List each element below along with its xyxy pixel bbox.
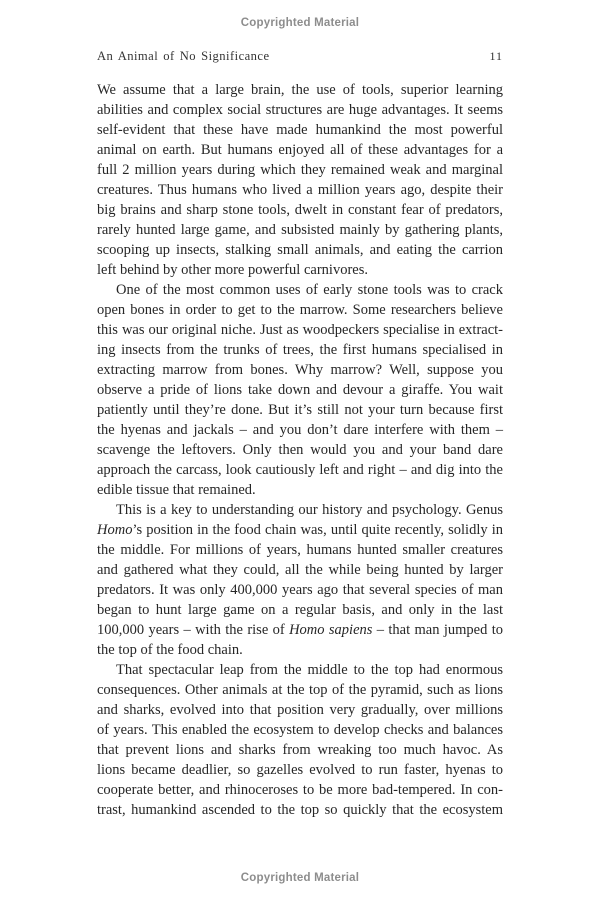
text-line: 100,000 years – with the rise of Homo sapiens – that man jumped to [97, 622, 503, 638]
text-line: that prevent lions and sharks from wreaking too much havoc. As [97, 742, 503, 758]
page-number: 11 [489, 49, 503, 63]
text-line: Homo’s position in the food chain was, until quite recently, solidly in [97, 522, 503, 538]
watermark-bottom: Copyrighted Material [240, 872, 360, 884]
text-line: of years. This enabled the ecosystem to develop checks and balances [97, 722, 503, 738]
text-line: trast, humankind ascended to the top so quickly that the ecosystem [97, 802, 503, 818]
text-line: abilities and complex social structures are huge advantages. It seems [97, 102, 503, 118]
text-line: and gathered what they could, all the while being hunted by larger [97, 562, 503, 578]
running-header [97, 49, 503, 64]
text-line: cooperate better, and rhinoceroses to be more bad-tempered. In con- [97, 782, 503, 798]
text-line: ing insects from the trunks of trees, the first humans specialised in [97, 342, 503, 358]
text-line: We assume that a large brain, the use of tools, superior learning [97, 82, 503, 98]
text-line: approach the carcass, look cautiously left and right – and dig into the [97, 462, 503, 478]
text-line: creatures. Thus humans who lived a million years ago, despite their [97, 182, 503, 198]
text-line: extracting marrow from bones. Why marrow? Well, suppose you [97, 362, 503, 378]
text-line: observe a pride of lions take down and devour a giraffe. You wait [97, 382, 503, 398]
text-line: patiently until they’re done. But it’s still not your turn because first [97, 402, 503, 418]
text-line: self-evident that these have made humankind the most powerful [97, 122, 503, 138]
text-line: predators. It was only 400,000 years ago that several species of man [97, 582, 503, 598]
text-line: big brains and sharp stone tools, dwelt in constant fear of predators, [97, 202, 503, 218]
watermark-top: Copyrighted Material [240, 17, 360, 29]
text-line: That spectacular leap from the middle to the top had enormous [116, 662, 503, 678]
text-line: rarely hunted large game, and subsisted mainly by gathering plants, [97, 222, 503, 238]
text-line: One of the most common uses of early stone tools was to crack [116, 282, 503, 298]
text-line: and sharks, evolved into that position very gradually, over millions [97, 702, 503, 718]
text-line: lions became deadlier, so gazelles evolved to run faster, hyenas to [97, 762, 503, 778]
text-line: the middle. For millions of years, humans hunted smaller creatures [97, 542, 503, 558]
text-line: scooping up insects, stalking small animals, and eating the carrion [97, 242, 503, 258]
text-line: animal on earth. But humans enjoyed all of these advantages for a [97, 142, 503, 158]
text-line: This is a key to understanding our history and psychology. Genus [116, 502, 503, 518]
text-line: left behind by other more powerful carnivores. [97, 262, 368, 278]
text-line: the hyenas and jackals – and you don’t dare interfere with them – [97, 422, 503, 438]
text-line: open bones in order to get to the marrow. Some researchers believe [97, 302, 503, 318]
text-line: the top of the food chain. [97, 642, 243, 658]
text-line: full 2 million years during which they remained weak and marginal [97, 162, 503, 178]
text-line: began to hunt large game on a regular basis, and only in the last [97, 602, 503, 618]
chapter-title: An Animal of No Significance [97, 49, 270, 63]
text-line: edible tissue that remained. [97, 482, 256, 498]
text-line: scavenge the leftovers. Only then would you and your band dare [97, 442, 503, 458]
body-text [97, 80, 503, 820]
text-line: this was our original niche. Just as woodpeckers specialise in extract- [97, 322, 503, 338]
text-line: consequences. Other animals at the top of the pyramid, such as lions [97, 682, 503, 698]
